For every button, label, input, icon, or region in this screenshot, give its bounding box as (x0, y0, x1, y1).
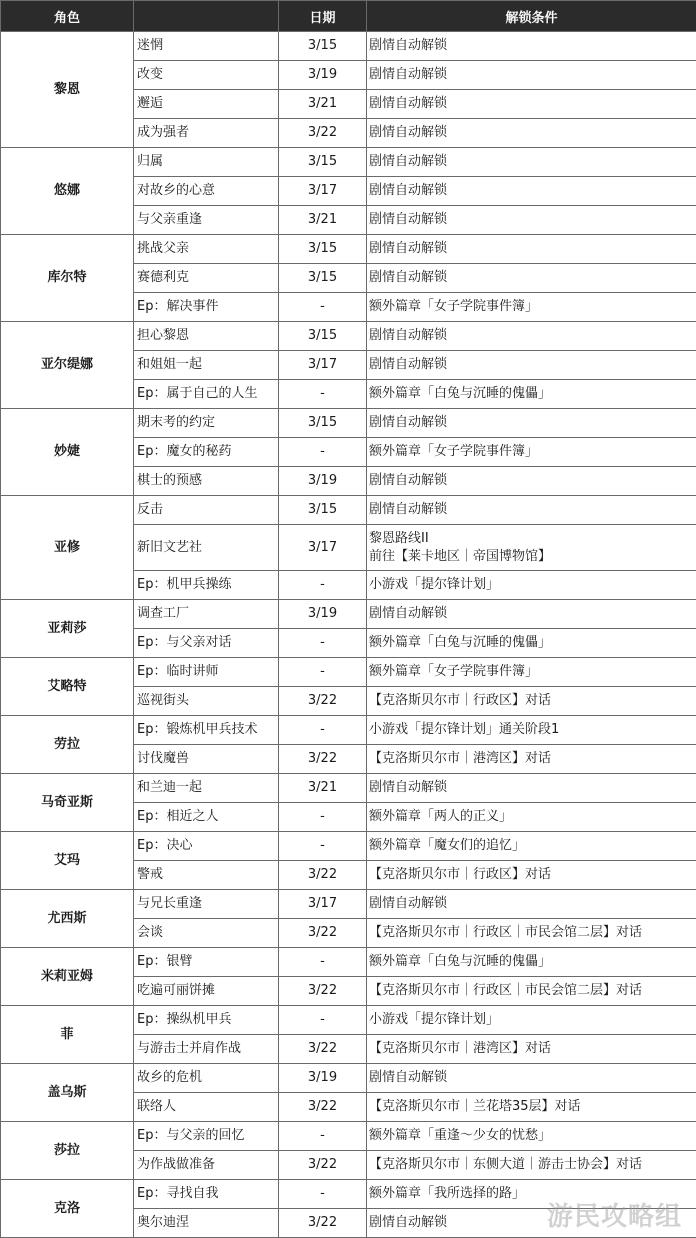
date-cell: 3/17 (279, 525, 367, 571)
condition-cell: 剧情自动解锁 (367, 467, 696, 496)
event-cell: 挑战父亲 (134, 235, 279, 264)
event-cell: Ep：与父亲的回忆 (134, 1122, 279, 1151)
condition-cell: 【克洛斯贝尔市｜行政区】对话 (367, 687, 696, 716)
date-cell: - (279, 293, 367, 322)
condition-cell: 额外篇章「女子学院事件簿」 (367, 293, 696, 322)
event-cell: Ep：操纵机甲兵 (134, 1006, 279, 1035)
date-cell: 3/22 (279, 1151, 367, 1180)
header-character: 角色 (1, 1, 134, 32)
date-cell: 3/22 (279, 1209, 367, 1238)
event-cell: 与兄长重逢 (134, 890, 279, 919)
header-row (1, 1, 696, 32)
event-cell: 改变 (134, 61, 279, 90)
event-cell: 警戒 (134, 861, 279, 890)
condition-cell: 【克洛斯贝尔市｜港湾区】对话 (367, 1035, 696, 1064)
event-cell: 巡视街头 (134, 687, 279, 716)
date-cell: 3/19 (279, 1064, 367, 1093)
event-cell: Ep：临时讲师 (134, 658, 279, 687)
date-cell: 3/15 (279, 235, 367, 264)
event-cell: 吃遍可丽饼摊 (134, 977, 279, 1006)
date-cell: 3/17 (279, 890, 367, 919)
event-cell: 讨伐魔兽 (134, 745, 279, 774)
date-cell: - (279, 380, 367, 409)
table-row (1, 716, 696, 745)
event-cell: 归属 (134, 148, 279, 177)
event-cell: Ep：银臂 (134, 948, 279, 977)
date-cell: 3/22 (279, 977, 367, 1006)
date-cell: 3/19 (279, 61, 367, 90)
date-cell: 3/15 (279, 409, 367, 438)
table-row (1, 890, 696, 919)
character-cell: 亚修 (1, 496, 134, 600)
condition-cell: 【克洛斯贝尔市｜行政区】对话 (367, 861, 696, 890)
date-cell: - (279, 948, 367, 977)
condition-line: 黎恩路线II (369, 530, 696, 548)
table-row (1, 774, 696, 803)
condition-cell: 剧情自动解锁 (367, 774, 696, 803)
date-cell: - (279, 832, 367, 861)
table-row (1, 322, 696, 351)
event-cell: 赛德利克 (134, 264, 279, 293)
condition-line: 前往【莱卡地区｜帝国博物馆】 (369, 548, 696, 566)
date-cell: 3/21 (279, 774, 367, 803)
table-row (1, 600, 696, 629)
condition-cell (367, 525, 696, 571)
watermark: 游民攻略组 (547, 1196, 682, 1233)
condition-cell: 额外篇章「白兔与沉睡的傀儡」 (367, 629, 696, 658)
date-cell: 3/22 (279, 861, 367, 890)
condition-cell: 剧情自动解锁 (367, 148, 696, 177)
condition-cell: 剧情自动解锁 (367, 119, 696, 148)
header-condition: 解锁条件 (367, 1, 696, 32)
event-cell: Ep：魔女的秘药 (134, 438, 279, 467)
table-row (1, 1006, 696, 1035)
condition-cell: 小游戏「提尔锋计划」 (367, 571, 696, 600)
date-cell: 3/22 (279, 687, 367, 716)
date-cell: - (279, 629, 367, 658)
event-cell: 担心黎恩 (134, 322, 279, 351)
condition-cell: 额外篇章「我所选择的路」 (367, 1180, 696, 1209)
date-cell: - (279, 658, 367, 687)
event-cell: 故乡的危机 (134, 1064, 279, 1093)
date-cell: 3/22 (279, 1093, 367, 1122)
date-cell: - (279, 571, 367, 600)
date-cell: - (279, 1180, 367, 1209)
event-cell: 对故乡的心意 (134, 177, 279, 206)
condition-cell: 额外篇章「重逢～少女的忧愁」 (367, 1122, 696, 1151)
date-cell: 3/22 (279, 1035, 367, 1064)
condition-cell: 【克洛斯贝尔市｜东侧大道｜游击士协会】对话 (367, 1151, 696, 1180)
date-cell: 3/17 (279, 351, 367, 380)
event-cell: Ep：寻找自我 (134, 1180, 279, 1209)
condition-cell: 剧情自动解锁 (367, 61, 696, 90)
event-cell: 邂逅 (134, 90, 279, 119)
condition-cell: 剧情自动解锁 (367, 600, 696, 629)
event-cell: Ep：相近之人 (134, 803, 279, 832)
date-cell: 3/15 (279, 322, 367, 351)
event-cell: 和姐姐一起 (134, 351, 279, 380)
event-cell: 棋士的预感 (134, 467, 279, 496)
table-row (1, 148, 696, 177)
condition-cell: 剧情自动解锁 (367, 177, 696, 206)
table-row (1, 1064, 696, 1093)
event-cell: 奥尔迪涅 (134, 1209, 279, 1238)
event-cell: Ep：解决事件 (134, 293, 279, 322)
condition-cell: 剧情自动解锁 (367, 206, 696, 235)
table-row (1, 235, 696, 264)
table-row (1, 1122, 696, 1151)
table-row (1, 409, 696, 438)
character-cell: 亚莉莎 (1, 600, 134, 658)
condition-cell: 剧情自动解锁 (367, 1209, 696, 1238)
condition-cell: 【克洛斯贝尔市｜兰花塔35层】对话 (367, 1093, 696, 1122)
event-cell: Ep：决心 (134, 832, 279, 861)
table-header (1, 1, 696, 32)
date-cell: 3/21 (279, 206, 367, 235)
character-cell: 劳拉 (1, 716, 134, 774)
date-cell: - (279, 803, 367, 832)
character-cell: 菲 (1, 1006, 134, 1064)
date-cell: 3/15 (279, 148, 367, 177)
condition-cell: 小游戏「提尔锋计划」 (367, 1006, 696, 1035)
condition-cell: 【克洛斯贝尔市｜行政区｜市民会馆二层】对话 (367, 977, 696, 1006)
condition-cell: 剧情自动解锁 (367, 235, 696, 264)
condition-cell: 剧情自动解锁 (367, 496, 696, 525)
date-cell: - (279, 1006, 367, 1035)
event-cell: Ep：锻炼机甲兵技术 (134, 716, 279, 745)
header-date: 日期 (279, 1, 367, 32)
character-cell: 悠娜 (1, 148, 134, 235)
table-row (1, 832, 696, 861)
character-cell: 艾略特 (1, 658, 134, 716)
condition-cell: 剧情自动解锁 (367, 409, 696, 438)
condition-cell: 额外篇章「魔女们的追忆」 (367, 832, 696, 861)
condition-cell: 剧情自动解锁 (367, 264, 696, 293)
date-cell: 3/15 (279, 32, 367, 61)
date-cell: - (279, 438, 367, 467)
event-cell: 调查工厂 (134, 600, 279, 629)
character-cell: 艾玛 (1, 832, 134, 890)
condition-cell: 【克洛斯贝尔市｜港湾区】对话 (367, 745, 696, 774)
table-row (1, 1180, 696, 1209)
event-cell: 新旧文艺社 (134, 525, 279, 571)
date-cell: 3/22 (279, 745, 367, 774)
date-cell: 3/19 (279, 600, 367, 629)
event-cell: 迷惘 (134, 32, 279, 61)
condition-cell: 额外篇章「白兔与沉睡的傀儡」 (367, 948, 696, 977)
character-cell: 莎拉 (1, 1122, 134, 1180)
character-cell: 尤西斯 (1, 890, 134, 948)
character-cell: 库尔特 (1, 235, 134, 322)
date-cell: 3/17 (279, 177, 367, 206)
date-cell: - (279, 1122, 367, 1151)
condition-cell: 额外篇章「两人的正义」 (367, 803, 696, 832)
condition-cell: 额外篇章「白兔与沉睡的傀儡」 (367, 380, 696, 409)
date-cell: 3/19 (279, 467, 367, 496)
event-cell: 成为强者 (134, 119, 279, 148)
condition-cell: 【克洛斯贝尔市｜行政区｜市民会馆二层】对话 (367, 919, 696, 948)
character-cell: 马奇亚斯 (1, 774, 134, 832)
event-cell: 会谈 (134, 919, 279, 948)
table-row (1, 658, 696, 687)
date-cell: 3/22 (279, 919, 367, 948)
event-cell: 与游击士并肩作战 (134, 1035, 279, 1064)
condition-cell: 额外篇章「女子学院事件簿」 (367, 438, 696, 467)
event-cell: 联络人 (134, 1093, 279, 1122)
date-cell: - (279, 716, 367, 745)
date-cell: 3/21 (279, 90, 367, 119)
date-cell: 3/15 (279, 264, 367, 293)
condition-cell: 小游戏「提尔锋计划」通关阶段1 (367, 716, 696, 745)
date-cell: 3/22 (279, 119, 367, 148)
character-cell: 克洛 (1, 1180, 134, 1238)
condition-cell: 剧情自动解锁 (367, 32, 696, 61)
event-cell: 和兰迪一起 (134, 774, 279, 803)
condition-cell: 剧情自动解锁 (367, 890, 696, 919)
condition-cell: 剧情自动解锁 (367, 1064, 696, 1093)
event-cell: 反击 (134, 496, 279, 525)
character-cell: 盖乌斯 (1, 1064, 134, 1122)
character-cell: 黎恩 (1, 32, 134, 148)
condition-cell: 剧情自动解锁 (367, 351, 696, 380)
event-cell: 为作战做准备 (134, 1151, 279, 1180)
event-cell: Ep：属于自己的人生 (134, 380, 279, 409)
event-cell: Ep：与父亲对话 (134, 629, 279, 658)
header-event (134, 1, 279, 32)
date-cell: 3/15 (279, 496, 367, 525)
condition-cell: 剧情自动解锁 (367, 322, 696, 351)
character-cell: 米莉亚姆 (1, 948, 134, 1006)
table-body (1, 32, 696, 1238)
table-row (1, 496, 696, 525)
condition-cell: 额外篇章「女子学院事件簿」 (367, 658, 696, 687)
table-row (1, 948, 696, 977)
condition-cell: 剧情自动解锁 (367, 90, 696, 119)
event-cell: 期末考的约定 (134, 409, 279, 438)
character-cell: 亚尔缇娜 (1, 322, 134, 409)
event-cell: Ep：机甲兵操练 (134, 571, 279, 600)
event-cell: 与父亲重逢 (134, 206, 279, 235)
character-cell: 妙婕 (1, 409, 134, 496)
table-row (1, 32, 696, 61)
